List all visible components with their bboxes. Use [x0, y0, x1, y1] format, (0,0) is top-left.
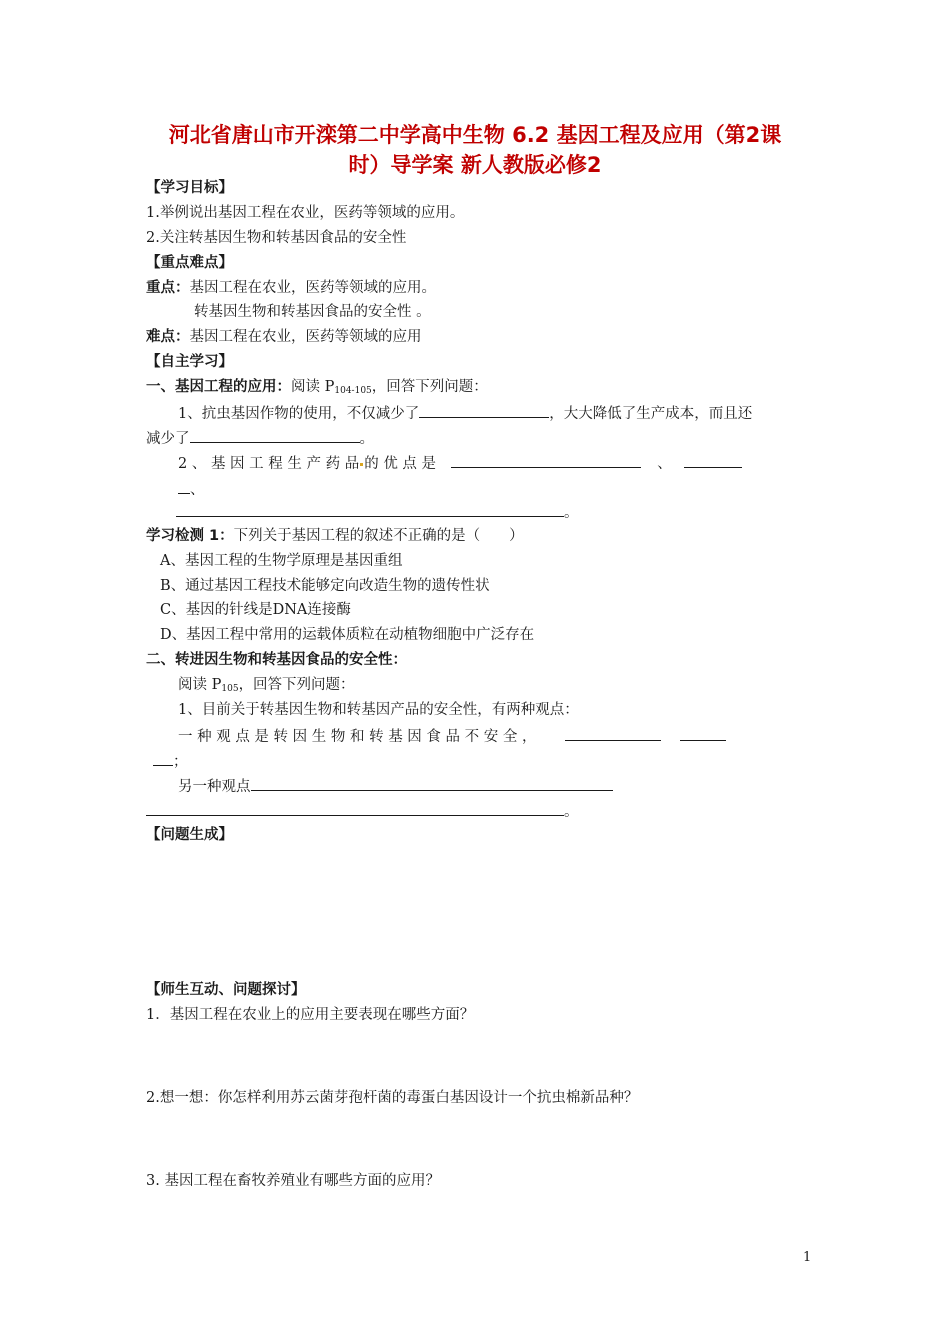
view2-blank-2[interactable] [146, 800, 564, 816]
section1-tail: ，回答下列问题： [371, 379, 488, 395]
page-number: 1 [803, 1250, 812, 1265]
section2-read: 阅读 P [178, 677, 222, 693]
section2-tail: ，回答下列问题： [238, 677, 355, 693]
section1-read: 阅读 P [291, 379, 335, 395]
view1-row [178, 725, 726, 747]
discussion-heading: 【师生互动、问题探讨】 [146, 982, 306, 998]
q2-end: 。 [564, 505, 579, 521]
q1-row-2 [146, 427, 374, 449]
q2-blank-3[interactable] [176, 501, 564, 517]
self-study-heading: 【自主学习】 [146, 354, 233, 370]
key-label: 重点： [146, 280, 190, 296]
view1-end: ； [173, 754, 188, 770]
q1-blank-1[interactable] [419, 402, 549, 418]
title-line-1: 河北省唐山市开滦第二中学高中生物 6.2 基因工程及应用（第2课 [168, 123, 782, 147]
check-row [146, 526, 524, 546]
q2-text-b: 的 优 点 是 [364, 456, 437, 472]
issues-heading: 【问题生成】 [146, 827, 233, 843]
option-c: C、基因的针线是DNA连接酶 [160, 602, 351, 618]
view1-text: 一 种 观 点 是 转 因 生 物 和 转 基 因 食 品 不 安 全 ， [178, 729, 537, 745]
view2-blank-1[interactable] [251, 775, 613, 791]
view1-blank-cont[interactable] [153, 750, 173, 766]
view2-end: 。 [564, 804, 579, 820]
q1-text-a: 1、抗虫基因作物的使用，不仅减少了 [178, 406, 420, 422]
key-text-1: 基因工程在农业，医药等领域的应用。 [189, 280, 436, 296]
q2-row [178, 452, 742, 474]
discussion-q1: 1．基因工程在农业上的应用主要表现在哪些方面？ [146, 1007, 475, 1023]
section2-read-row [178, 675, 355, 699]
q1-end: 。 [359, 431, 374, 447]
key-points-heading: 【重点难点】 [146, 255, 233, 271]
option-d: D、基因工程中常用的运载体质粒在动植物细胞中广泛存在 [160, 627, 535, 643]
q2-separator: 、 [657, 456, 672, 472]
view1-row-2 [153, 750, 188, 772]
hard-label: 难点： [146, 329, 190, 345]
s2-question-1: 1、目前关于转基因生物和转基因产品的安全性，有两种观点： [178, 702, 579, 718]
view1-blank-1[interactable] [565, 725, 661, 741]
section2-page: 105 [221, 684, 239, 694]
q1-text-b: ，大大降低了生产成本，而且还 [549, 406, 753, 422]
view1-blank-2[interactable] [680, 725, 726, 741]
q2-tail: 、 [190, 482, 205, 498]
marker-dot [360, 463, 363, 466]
option-b: B、通过基因工程技术能够定向改造生物的遗传性状 [160, 578, 490, 594]
discussion-q3: 3. 基因工程在畜牧养殖业有哪些方面的应用？ [146, 1173, 440, 1189]
goal-item-2: 2.关注转基因生物和转基因食品的安全性 [146, 230, 407, 246]
section1-pages: 104-105 [334, 386, 372, 396]
q2-blank-1[interactable] [451, 452, 641, 468]
section1-title: 一、基因工程的应用： [146, 379, 291, 395]
hard-text: 基因工程在农业，医药等领域的应用 [189, 329, 422, 345]
q2-text-a: 2 、 基 因 工 程 生 产 药 品 [178, 456, 360, 472]
q2-blank-2[interactable] [684, 452, 742, 468]
q2-blank-2-cont[interactable] [178, 478, 190, 494]
discussion-q2: 2.想一想：你怎样利用苏云菌芽孢杆菌的毒蛋白基因设计一个抗虫棉新品种？ [146, 1090, 639, 1106]
view2-row [178, 775, 613, 797]
option-a: A、基因工程的生物学原理是基因重组 [160, 553, 403, 569]
section2-title: 二、转进因生物和转基因食品的安全性： [146, 652, 407, 668]
goals-heading: 【学习目标】 [146, 180, 233, 196]
check-label: 学习检测 1： [146, 528, 234, 544]
view2-text: 另一种观点 [178, 779, 251, 795]
title-line-2: 时）导学案 新人教版必修2 [348, 153, 602, 177]
q2-row-2 [178, 478, 205, 500]
key-point-row [146, 278, 436, 298]
q1-text-c: 减少了 [146, 431, 190, 447]
q1-row [178, 402, 752, 424]
q1-blank-2[interactable] [190, 427, 360, 443]
hard-point-row [146, 327, 422, 347]
view2-row-2 [146, 800, 579, 822]
goal-item-1: 1.举例说出基因工程在农业，医药等领域的应用。 [146, 205, 465, 221]
key-text-2: 转基因生物和转基因食品的安全性 。 [194, 304, 431, 320]
document-title [120, 120, 830, 180]
q2-row-3 [176, 501, 579, 523]
section1-row [146, 377, 488, 401]
check-question: 下列关于基因工程的叙述不正确的是（ ） [233, 528, 524, 544]
